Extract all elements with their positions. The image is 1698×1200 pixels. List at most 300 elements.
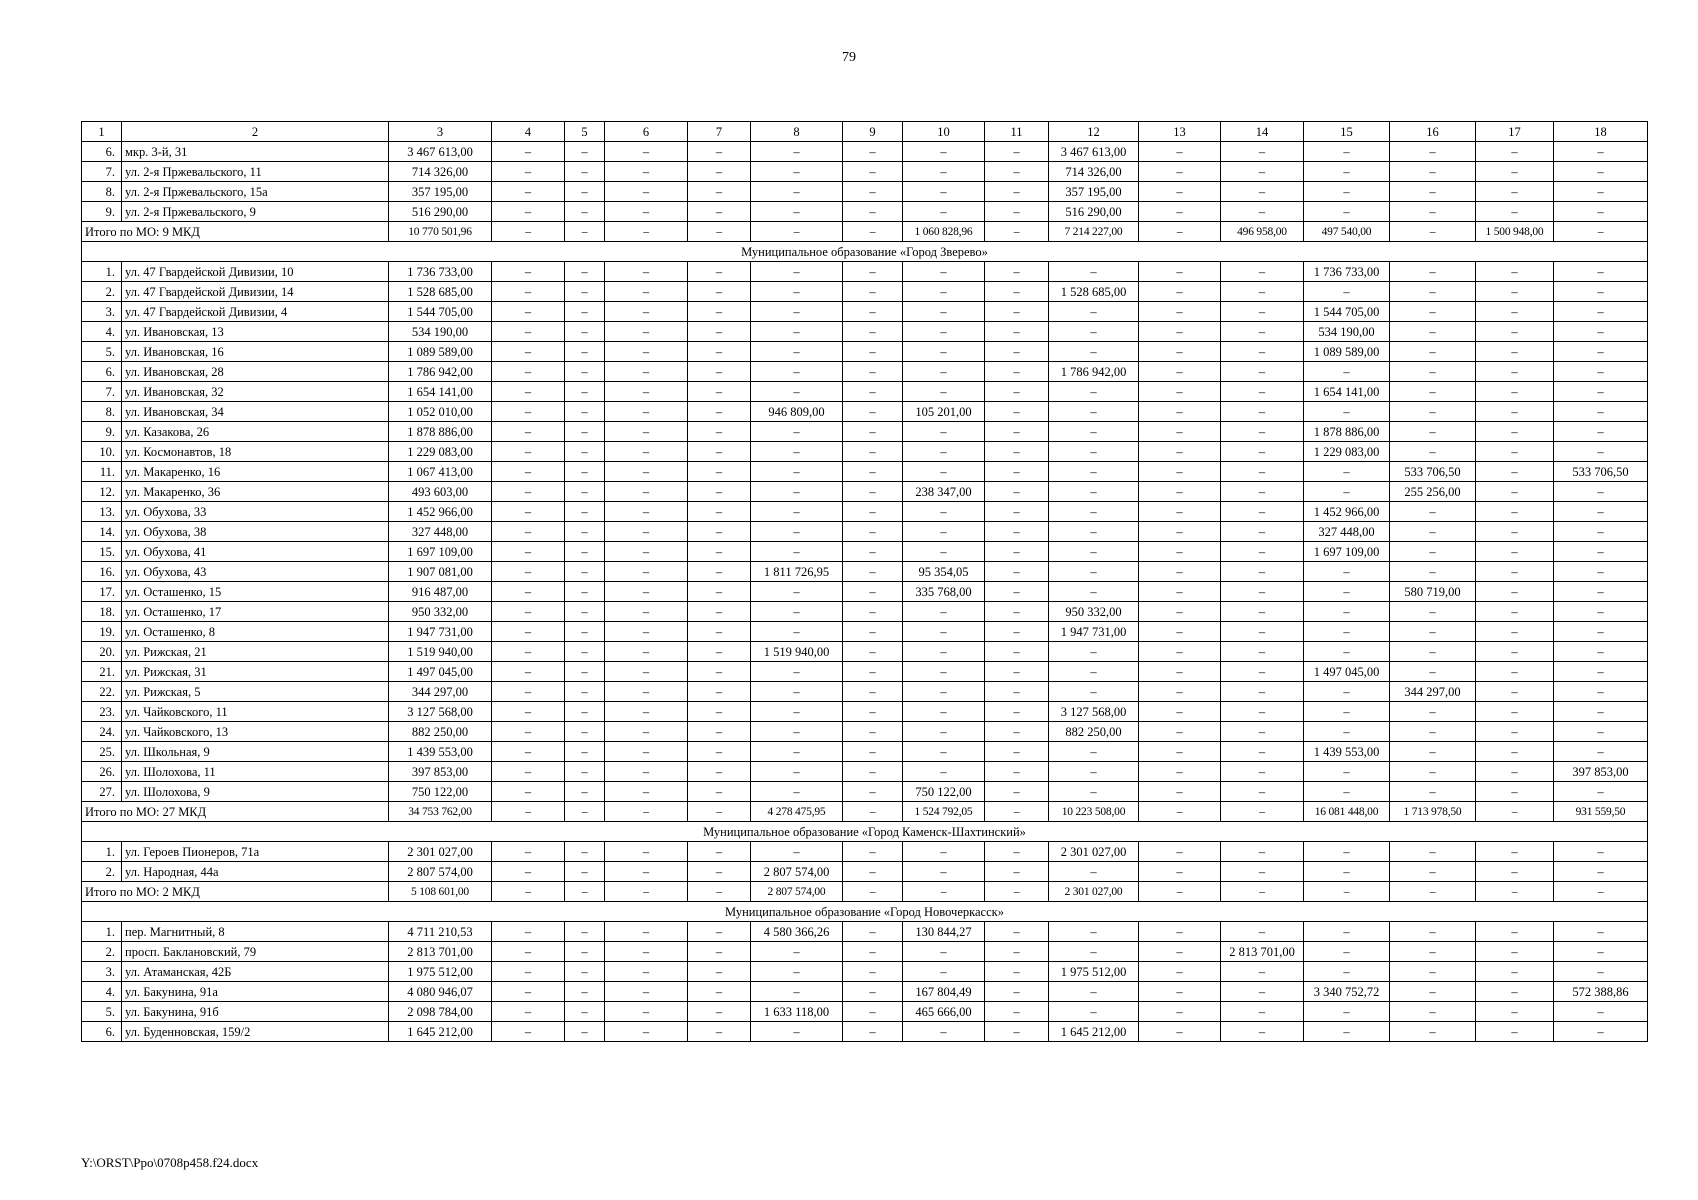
value-cell-col-13: –: [1139, 942, 1221, 962]
value-cell-col-15: –: [1304, 162, 1390, 182]
value-cell-col-5: –: [565, 502, 605, 522]
value-cell-col-12: –: [1049, 642, 1139, 662]
value-cell-col-3: 1 975 512,00: [389, 962, 492, 982]
value-cell-col-14: –: [1221, 282, 1304, 302]
table-row: [82, 722, 1648, 742]
value-cell-col-8: –: [751, 662, 843, 682]
total-cell-col-5: –: [565, 882, 605, 902]
value-cell-col-18: –: [1554, 622, 1648, 642]
value-cell-col-11: –: [985, 142, 1049, 162]
value-cell-col-5: –: [565, 462, 605, 482]
value-cell-col-8: 946 809,00: [751, 402, 843, 422]
value-cell-col-10: 105 201,00: [903, 402, 985, 422]
value-cell-col-14: –: [1221, 1002, 1304, 1022]
address-cell: ул. 47 Гвардейской Дивизии, 14: [122, 282, 389, 302]
total-cell-col-14: 496 958,00: [1221, 222, 1304, 242]
value-cell-col-18: –: [1554, 382, 1648, 402]
value-cell-col-4: –: [492, 542, 565, 562]
footer-file-path: Y:\ORST\Ppo\0708p458.f24.docx: [81, 1155, 259, 1170]
value-cell-col-7: –: [688, 1022, 751, 1042]
table-row: [82, 422, 1648, 442]
table-row: [82, 202, 1648, 222]
total-cell-col-18: 931 559,50: [1554, 802, 1648, 822]
value-cell-col-16: –: [1390, 142, 1476, 162]
value-cell-col-10: –: [903, 602, 985, 622]
value-cell-col-12: 882 250,00: [1049, 722, 1139, 742]
value-cell-col-12: –: [1049, 302, 1139, 322]
total-cell-col-6: –: [605, 882, 688, 902]
value-cell-col-14: –: [1221, 682, 1304, 702]
value-cell-col-4: –: [492, 142, 565, 162]
table-row: [82, 502, 1648, 522]
value-cell-col-15: –: [1304, 402, 1390, 422]
total-cell-col-14: –: [1221, 882, 1304, 902]
value-cell-col-6: –: [605, 842, 688, 862]
address-cell: ул. 2-я Пржевальского, 9: [122, 202, 389, 222]
value-cell-col-11: –: [985, 202, 1049, 222]
total-cell-col-12: 2 301 027,00: [1049, 882, 1139, 902]
total-label: Итого по МО: 27 МКД: [82, 802, 389, 822]
value-cell-col-15: –: [1304, 922, 1390, 942]
total-cell-col-15: –: [1304, 882, 1390, 902]
section-header-row: [82, 822, 1648, 842]
total-cell-col-9: –: [843, 222, 903, 242]
address-cell: ул. Атаманская, 42Б: [122, 962, 389, 982]
value-cell-col-6: –: [605, 182, 688, 202]
value-cell-col-17: –: [1476, 302, 1554, 322]
value-cell-col-13: –: [1139, 502, 1221, 522]
value-cell-col-10: –: [903, 942, 985, 962]
value-cell-col-3: 916 487,00: [389, 582, 492, 602]
total-cell-col-4: –: [492, 802, 565, 822]
value-cell-col-8: –: [751, 462, 843, 482]
value-cell-col-6: –: [605, 762, 688, 782]
value-cell-col-16: –: [1390, 402, 1476, 422]
value-cell-col-11: –: [985, 362, 1049, 382]
value-cell-col-7: –: [688, 482, 751, 502]
value-cell-col-16: 255 256,00: [1390, 482, 1476, 502]
value-cell-col-11: –: [985, 442, 1049, 462]
value-cell-col-13: –: [1139, 262, 1221, 282]
value-cell-col-16: –: [1390, 962, 1476, 982]
value-cell-col-4: –: [492, 302, 565, 322]
value-cell-col-18: –: [1554, 202, 1648, 222]
value-cell-col-3: 1 544 705,00: [389, 302, 492, 322]
total-cell-col-10: –: [903, 882, 985, 902]
value-cell-col-11: –: [985, 1002, 1049, 1022]
section-header-row: [82, 242, 1648, 262]
value-cell-col-8: –: [751, 482, 843, 502]
value-cell-col-15: 1 544 705,00: [1304, 302, 1390, 322]
value-cell-col-8: –: [751, 722, 843, 742]
value-cell-col-18: –: [1554, 162, 1648, 182]
value-cell-col-12: –: [1049, 322, 1139, 342]
value-cell-col-10: –: [903, 1022, 985, 1042]
row-number: 9.: [82, 422, 122, 442]
value-cell-col-4: –: [492, 182, 565, 202]
value-cell-col-17: –: [1476, 502, 1554, 522]
row-number: 4.: [82, 322, 122, 342]
row-number: 27.: [82, 782, 122, 802]
total-cell-col-8: –: [751, 222, 843, 242]
value-cell-col-13: –: [1139, 762, 1221, 782]
value-cell-col-17: –: [1476, 782, 1554, 802]
value-cell-col-10: –: [903, 202, 985, 222]
value-cell-col-5: –: [565, 322, 605, 342]
value-cell-col-11: –: [985, 962, 1049, 982]
total-cell-col-7: –: [688, 882, 751, 902]
value-cell-col-8: –: [751, 182, 843, 202]
value-cell-col-9: –: [843, 842, 903, 862]
value-cell-col-9: –: [843, 782, 903, 802]
address-cell: пер. Магнитный, 8: [122, 922, 389, 942]
value-cell-col-7: –: [688, 182, 751, 202]
value-cell-col-13: –: [1139, 382, 1221, 402]
value-cell-col-10: –: [903, 322, 985, 342]
value-cell-col-14: –: [1221, 842, 1304, 862]
value-cell-col-16: –: [1390, 322, 1476, 342]
value-cell-col-16: –: [1390, 282, 1476, 302]
value-cell-col-13: –: [1139, 982, 1221, 1002]
value-cell-col-17: –: [1476, 962, 1554, 982]
value-cell-col-4: –: [492, 642, 565, 662]
address-cell: ул. 2-я Пржевальского, 11: [122, 162, 389, 182]
table-row: [82, 1022, 1648, 1042]
value-cell-col-8: –: [751, 202, 843, 222]
value-cell-col-16: –: [1390, 742, 1476, 762]
value-cell-col-4: –: [492, 742, 565, 762]
address-cell: ул. Чайковского, 11: [122, 702, 389, 722]
value-cell-col-16: –: [1390, 662, 1476, 682]
table-row: [82, 322, 1648, 342]
value-cell-col-5: –: [565, 382, 605, 402]
value-cell-col-5: –: [565, 182, 605, 202]
column-header-10: 10: [903, 122, 985, 142]
value-cell-col-16: –: [1390, 522, 1476, 542]
value-cell-col-12: –: [1049, 262, 1139, 282]
value-cell-col-3: 4 711 210,53: [389, 922, 492, 942]
row-number: 3.: [82, 962, 122, 982]
table-row: [82, 262, 1648, 282]
value-cell-col-8: –: [751, 962, 843, 982]
value-cell-col-6: –: [605, 1022, 688, 1042]
value-cell-col-3: 714 326,00: [389, 162, 492, 182]
value-cell-col-9: –: [843, 402, 903, 422]
row-number: 26.: [82, 762, 122, 782]
value-cell-col-14: –: [1221, 142, 1304, 162]
address-cell: просп. Баклановский, 79: [122, 942, 389, 962]
value-cell-col-10: –: [903, 662, 985, 682]
value-cell-col-17: –: [1476, 862, 1554, 882]
value-cell-col-17: –: [1476, 722, 1554, 742]
value-cell-col-9: –: [843, 342, 903, 362]
value-cell-col-10: –: [903, 282, 985, 302]
value-cell-col-7: –: [688, 582, 751, 602]
value-cell-col-18: –: [1554, 142, 1648, 162]
value-cell-col-7: –: [688, 362, 751, 382]
value-cell-col-3: 397 853,00: [389, 762, 492, 782]
value-cell-col-14: –: [1221, 522, 1304, 542]
value-cell-col-6: –: [605, 982, 688, 1002]
value-cell-col-12: –: [1049, 1002, 1139, 1022]
value-cell-col-3: 1 736 733,00: [389, 262, 492, 282]
value-cell-col-10: –: [903, 682, 985, 702]
value-cell-col-7: –: [688, 782, 751, 802]
value-cell-col-9: –: [843, 562, 903, 582]
value-cell-col-15: 1 229 083,00: [1304, 442, 1390, 462]
value-cell-col-13: –: [1139, 702, 1221, 722]
value-cell-col-6: –: [605, 342, 688, 362]
value-cell-col-18: –: [1554, 342, 1648, 362]
value-cell-col-3: 1 439 553,00: [389, 742, 492, 762]
value-cell-col-15: –: [1304, 582, 1390, 602]
value-cell-col-16: –: [1390, 502, 1476, 522]
address-cell: ул. Ивановская, 13: [122, 322, 389, 342]
total-cell-col-5: –: [565, 802, 605, 822]
address-cell: ул. Ивановская, 16: [122, 342, 389, 362]
value-cell-col-3: 2 098 784,00: [389, 1002, 492, 1022]
value-cell-col-12: –: [1049, 502, 1139, 522]
total-cell-col-8: 4 278 475,95: [751, 802, 843, 822]
value-cell-col-12: –: [1049, 762, 1139, 782]
total-cell-col-12: 10 223 508,00: [1049, 802, 1139, 822]
value-cell-col-10: –: [903, 702, 985, 722]
value-cell-col-18: –: [1554, 282, 1648, 302]
address-cell: ул. Буденновская, 159/2: [122, 1022, 389, 1042]
value-cell-col-15: –: [1304, 182, 1390, 202]
total-cell-col-7: –: [688, 802, 751, 822]
column-header-9: 9: [843, 122, 903, 142]
value-cell-col-14: –: [1221, 342, 1304, 362]
row-number: 14.: [82, 522, 122, 542]
value-cell-col-12: 516 290,00: [1049, 202, 1139, 222]
value-cell-col-13: –: [1139, 722, 1221, 742]
value-cell-col-7: –: [688, 402, 751, 422]
value-cell-col-10: –: [903, 742, 985, 762]
value-cell-col-5: –: [565, 922, 605, 942]
value-cell-col-5: –: [565, 402, 605, 422]
value-cell-col-15: 1 452 966,00: [1304, 502, 1390, 522]
value-cell-col-12: –: [1049, 422, 1139, 442]
value-cell-col-6: –: [605, 922, 688, 942]
value-cell-col-9: –: [843, 742, 903, 762]
value-cell-col-13: –: [1139, 522, 1221, 542]
value-cell-col-14: –: [1221, 542, 1304, 562]
total-row: [82, 882, 1648, 902]
value-cell-col-7: –: [688, 162, 751, 182]
value-cell-col-7: –: [688, 922, 751, 942]
address-cell: ул. Ивановская, 28: [122, 362, 389, 382]
value-cell-col-5: –: [565, 262, 605, 282]
value-cell-col-10: –: [903, 762, 985, 782]
value-cell-col-12: –: [1049, 982, 1139, 1002]
value-cell-col-4: –: [492, 842, 565, 862]
value-cell-col-18: –: [1554, 542, 1648, 562]
total-cell-col-12: 7 214 227,00: [1049, 222, 1139, 242]
value-cell-col-6: –: [605, 662, 688, 682]
row-number: 25.: [82, 742, 122, 762]
value-cell-col-14: –: [1221, 862, 1304, 882]
total-cell-col-10: 1 524 792,05: [903, 802, 985, 822]
value-cell-col-6: –: [605, 862, 688, 882]
value-cell-col-6: –: [605, 362, 688, 382]
value-cell-col-7: –: [688, 382, 751, 402]
table-row: [82, 142, 1648, 162]
total-cell-col-4: –: [492, 882, 565, 902]
value-cell-col-12: –: [1049, 582, 1139, 602]
value-cell-col-16: –: [1390, 842, 1476, 862]
value-cell-col-12: –: [1049, 782, 1139, 802]
address-cell: ул. Школьная, 9: [122, 742, 389, 762]
table-row: [82, 442, 1648, 462]
value-cell-col-14: –: [1221, 602, 1304, 622]
value-cell-col-18: 397 853,00: [1554, 762, 1648, 782]
value-cell-col-11: –: [985, 842, 1049, 862]
value-cell-col-4: –: [492, 402, 565, 422]
value-cell-col-14: –: [1221, 582, 1304, 602]
value-cell-col-14: –: [1221, 502, 1304, 522]
value-cell-col-16: –: [1390, 542, 1476, 562]
value-cell-col-7: –: [688, 142, 751, 162]
value-cell-col-5: –: [565, 162, 605, 182]
table-row: [82, 382, 1648, 402]
value-cell-col-8: –: [751, 502, 843, 522]
value-cell-col-11: –: [985, 402, 1049, 422]
value-cell-col-7: –: [688, 322, 751, 342]
value-cell-col-18: –: [1554, 362, 1648, 382]
value-cell-col-12: –: [1049, 862, 1139, 882]
value-cell-col-16: 344 297,00: [1390, 682, 1476, 702]
value-cell-col-17: –: [1476, 622, 1554, 642]
total-cell-col-8: 2 807 574,00: [751, 882, 843, 902]
value-cell-col-6: –: [605, 402, 688, 422]
value-cell-col-6: –: [605, 622, 688, 642]
value-cell-col-17: –: [1476, 1002, 1554, 1022]
value-cell-col-6: –: [605, 482, 688, 502]
address-cell: ул. 47 Гвардейской Дивизии, 4: [122, 302, 389, 322]
value-cell-col-5: –: [565, 342, 605, 362]
value-cell-col-13: –: [1139, 742, 1221, 762]
value-cell-col-12: –: [1049, 662, 1139, 682]
total-row: [82, 222, 1648, 242]
value-cell-col-18: –: [1554, 862, 1648, 882]
value-cell-col-4: –: [492, 162, 565, 182]
value-cell-col-16: –: [1390, 982, 1476, 1002]
address-cell: ул. Бакунина, 91а: [122, 982, 389, 1002]
value-cell-col-8: –: [751, 582, 843, 602]
value-cell-col-8: –: [751, 282, 843, 302]
value-cell-col-13: –: [1139, 862, 1221, 882]
value-cell-col-11: –: [985, 682, 1049, 702]
value-cell-col-6: –: [605, 382, 688, 402]
value-cell-col-12: –: [1049, 942, 1139, 962]
value-cell-col-16: 533 706,50: [1390, 462, 1476, 482]
value-cell-col-6: –: [605, 142, 688, 162]
value-cell-col-17: –: [1476, 982, 1554, 1002]
value-cell-col-10: –: [903, 842, 985, 862]
page-number: 79: [842, 50, 856, 65]
value-cell-col-8: –: [751, 602, 843, 622]
section-title: Муниципальное образование «Город Новочеркасск»: [82, 902, 1648, 922]
value-cell-col-9: –: [843, 142, 903, 162]
value-cell-col-4: –: [492, 662, 565, 682]
value-cell-col-15: 1 878 886,00: [1304, 422, 1390, 442]
value-cell-col-4: –: [492, 782, 565, 802]
value-cell-col-10: –: [903, 722, 985, 742]
column-header-4: 4: [492, 122, 565, 142]
value-cell-col-4: –: [492, 682, 565, 702]
address-cell: ул. Осташенко, 15: [122, 582, 389, 602]
value-cell-col-8: –: [751, 762, 843, 782]
value-cell-col-12: 1 528 685,00: [1049, 282, 1139, 302]
value-cell-col-6: –: [605, 602, 688, 622]
value-cell-col-17: –: [1476, 942, 1554, 962]
value-cell-col-9: –: [843, 262, 903, 282]
value-cell-col-4: –: [492, 462, 565, 482]
value-cell-col-6: –: [605, 302, 688, 322]
value-cell-col-9: –: [843, 442, 903, 462]
value-cell-col-17: –: [1476, 1022, 1554, 1042]
value-cell-col-10: –: [903, 262, 985, 282]
row-number: 6.: [82, 362, 122, 382]
value-cell-col-13: –: [1139, 342, 1221, 362]
header-row: [82, 122, 1648, 142]
value-cell-col-16: –: [1390, 342, 1476, 362]
value-cell-col-12: 2 301 027,00: [1049, 842, 1139, 862]
value-cell-col-9: –: [843, 282, 903, 302]
value-cell-col-9: –: [843, 1022, 903, 1042]
value-cell-col-16: –: [1390, 182, 1476, 202]
value-cell-col-4: –: [492, 322, 565, 342]
value-cell-col-15: 3 340 752,72: [1304, 982, 1390, 1002]
value-cell-col-9: –: [843, 702, 903, 722]
value-cell-col-11: –: [985, 702, 1049, 722]
total-label: Итого по МО: 9 МКД: [82, 222, 389, 242]
value-cell-col-13: –: [1139, 162, 1221, 182]
value-cell-col-14: –: [1221, 442, 1304, 462]
value-cell-col-6: –: [605, 442, 688, 462]
table-row: [82, 1002, 1648, 1022]
value-cell-col-4: –: [492, 942, 565, 962]
row-number: 1.: [82, 842, 122, 862]
value-cell-col-12: –: [1049, 462, 1139, 482]
value-cell-col-3: 882 250,00: [389, 722, 492, 742]
value-cell-col-14: –: [1221, 202, 1304, 222]
table-row: [82, 642, 1648, 662]
value-cell-col-5: –: [565, 362, 605, 382]
value-cell-col-15: –: [1304, 782, 1390, 802]
value-cell-col-7: –: [688, 502, 751, 522]
value-cell-col-10: 130 844,27: [903, 922, 985, 942]
value-cell-col-17: –: [1476, 542, 1554, 562]
address-cell: ул. Шолохова, 11: [122, 762, 389, 782]
row-number: 11.: [82, 462, 122, 482]
value-cell-col-14: –: [1221, 302, 1304, 322]
value-cell-col-6: –: [605, 462, 688, 482]
table-row: [82, 402, 1648, 422]
value-cell-col-8: –: [751, 942, 843, 962]
value-cell-col-8: –: [751, 262, 843, 282]
value-cell-col-8: –: [751, 322, 843, 342]
value-cell-col-12: –: [1049, 402, 1139, 422]
value-cell-col-3: 327 448,00: [389, 522, 492, 542]
value-cell-col-13: –: [1139, 662, 1221, 682]
value-cell-col-16: –: [1390, 642, 1476, 662]
table-row: [82, 522, 1648, 542]
value-cell-col-10: 335 768,00: [903, 582, 985, 602]
value-cell-col-8: –: [751, 742, 843, 762]
value-cell-col-15: –: [1304, 602, 1390, 622]
